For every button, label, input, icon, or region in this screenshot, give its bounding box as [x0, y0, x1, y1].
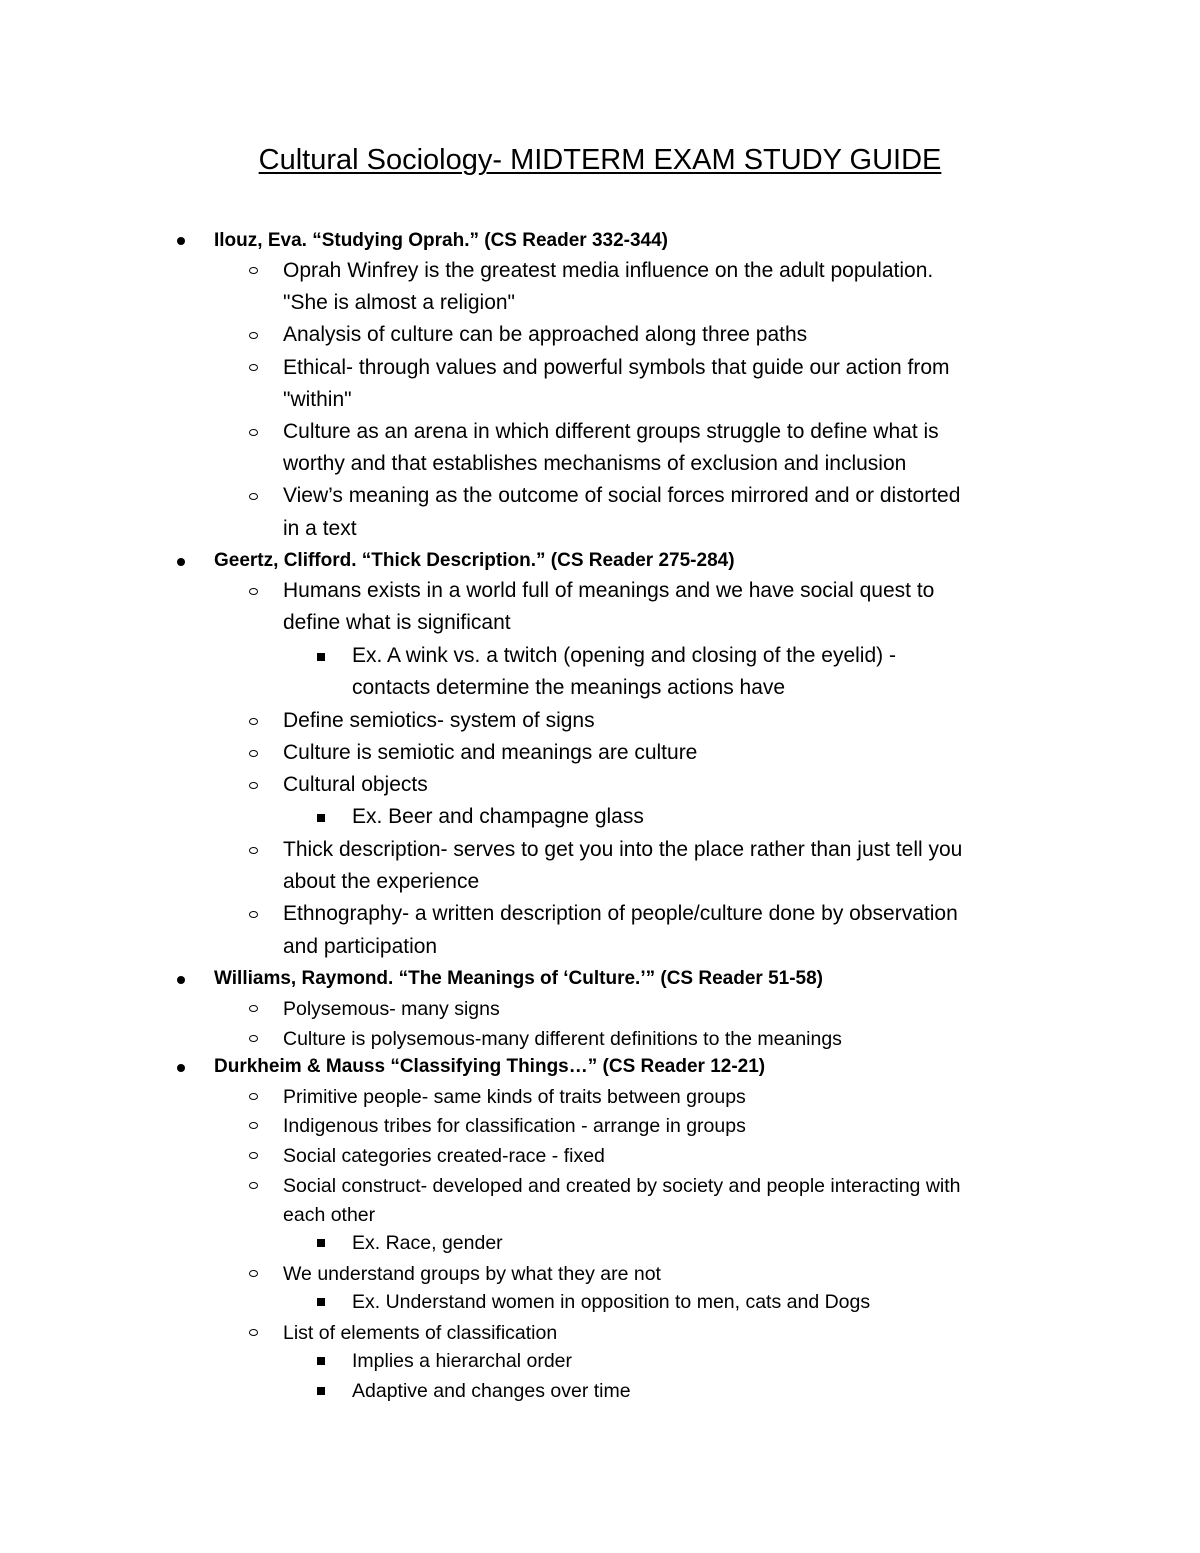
- circle-bullet-icon: [249, 332, 258, 339]
- circle-bullet-icon: [249, 1005, 258, 1012]
- circle-bullet-icon: [249, 1093, 258, 1100]
- section-heading-geertz: Geertz, Clifford. “Thick Description.” (CS Reader 275-284): [214, 550, 735, 571]
- section-heading-williams: Williams, Raymond. “The Meanings of ‘Culture.’” (CS Reader 51-58): [214, 968, 824, 989]
- disc-bullet-icon: [177, 558, 185, 566]
- circle-bullet-icon: [249, 911, 258, 918]
- list-subitem: Ex. Understand women in opposition to men, cats and Dogs: [352, 1291, 871, 1313]
- square-bullet-icon: [317, 1387, 325, 1395]
- circle-bullet-icon: [249, 588, 258, 595]
- circle-bullet-icon: [249, 847, 258, 854]
- list-item: We understand groups by what they are not: [283, 1263, 661, 1285]
- section-heading-durkheim-mauss: Durkheim & Mauss “Classifying Things…” (CS Reader 12-21): [214, 1056, 766, 1077]
- square-bullet-icon: [317, 1357, 325, 1365]
- list-item: Culture is polysemous-many different definitions to the meanings: [283, 1028, 842, 1050]
- list-item-continuation: about the experience: [283, 870, 480, 893]
- list-item: Define semiotics- system of signs: [283, 709, 595, 732]
- list-item: View’s meaning as the outcome of social forces mirrored and or distorted: [283, 484, 961, 507]
- list-item: Ethnography- a written description of people/culture done by observation: [283, 902, 958, 925]
- list-subitem-continuation: contacts determine the meanings actions have: [352, 676, 786, 699]
- list-item: Ethical- through values and powerful symbols that guide our action from: [283, 356, 950, 379]
- list-item: Thick description- serves to get you into the place rather than just tell you: [283, 838, 963, 861]
- list-item: Social categories created-race - fixed: [283, 1145, 605, 1167]
- list-item: Analysis of culture can be approached along three paths: [283, 323, 808, 346]
- list-item: Cultural objects: [283, 773, 428, 796]
- circle-bullet-icon: [249, 782, 258, 789]
- list-subitem: Ex. Beer and champagne glass: [352, 805, 644, 828]
- list-item-continuation: "within": [283, 388, 352, 411]
- circle-bullet-icon: [249, 1182, 258, 1189]
- circle-bullet-icon: [249, 1035, 258, 1042]
- section-heading-ilouz: Ilouz, Eva. “Studying Oprah.” (CS Reader 332-344): [214, 230, 669, 251]
- list-subitem: Ex. A wink vs. a twitch (opening and closing of the eyelid) -: [352, 644, 896, 667]
- list-item-continuation: in a text: [283, 517, 357, 540]
- list-subitem: Ex. Race, gender: [352, 1232, 503, 1254]
- square-bullet-icon: [317, 653, 325, 661]
- circle-bullet-icon: [249, 1152, 258, 1159]
- circle-bullet-icon: [249, 493, 258, 500]
- circle-bullet-icon: [249, 429, 258, 436]
- circle-bullet-icon: [249, 267, 258, 274]
- page-title: Cultural Sociology- MIDTERM EXAM STUDY GUIDE: [258, 144, 942, 176]
- list-item-continuation: define what is significant: [283, 611, 511, 634]
- square-bullet-icon: [317, 1298, 325, 1306]
- disc-bullet-icon: [177, 1064, 185, 1072]
- circle-bullet-icon: [249, 750, 258, 757]
- list-subitem: Implies a hierarchal order: [352, 1350, 573, 1372]
- circle-bullet-icon: [249, 718, 258, 725]
- list-item-continuation: worthy and that establishes mechanisms of exclusion and inclusion: [283, 452, 907, 475]
- list-subitem: Adaptive and changes over time: [352, 1380, 631, 1402]
- list-item: Humans exists in a world full of meanings and we have social quest to: [283, 579, 935, 602]
- square-bullet-icon: [317, 814, 325, 822]
- list-item: List of elements of classification: [283, 1322, 558, 1344]
- list-item: Oprah Winfrey is the greatest media influence on the adult population.: [283, 259, 934, 282]
- list-item: Polysemous- many signs: [283, 998, 500, 1020]
- circle-bullet-icon: [249, 1122, 258, 1129]
- disc-bullet-icon: [177, 976, 185, 984]
- list-item-continuation: each other: [283, 1204, 376, 1226]
- disc-bullet-icon: [177, 237, 185, 245]
- circle-bullet-icon: [249, 1270, 258, 1277]
- circle-bullet-icon: [249, 364, 258, 371]
- list-item-continuation: and participation: [283, 935, 438, 958]
- list-item: Indigenous tribes for classification - arrange in groups: [283, 1115, 746, 1137]
- circle-bullet-icon: [249, 1329, 258, 1336]
- square-bullet-icon: [317, 1239, 325, 1247]
- list-item: Primitive people- same kinds of traits between groups: [283, 1086, 746, 1108]
- list-item-continuation: "She is almost a religion": [283, 291, 516, 314]
- list-item: Social construct- developed and created by society and people interacting with: [283, 1175, 961, 1197]
- list-item: Culture as an arena in which different groups struggle to define what is: [283, 420, 939, 443]
- list-item: Culture is semiotic and meanings are culture: [283, 741, 698, 764]
